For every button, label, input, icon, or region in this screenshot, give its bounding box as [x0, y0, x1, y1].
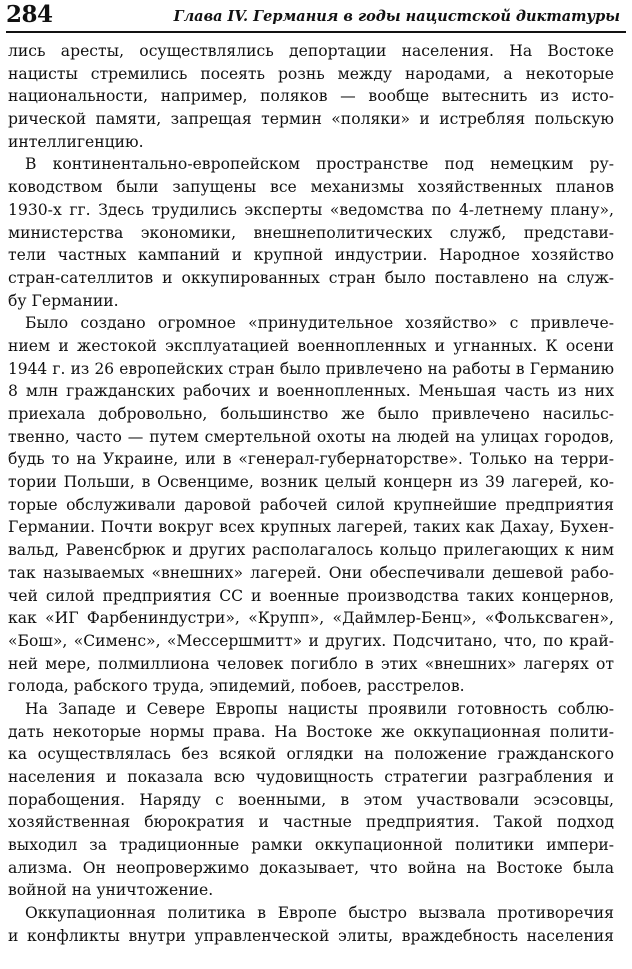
- page-number: 284: [6, 1, 53, 28]
- text-line: Германии. Почти вокруг всех крупных лагерей, таких как Дахау, Бухен-: [8, 518, 614, 537]
- text-line: дать некоторые нормы права. На Востоке же оккупационная полити-: [8, 722, 614, 741]
- text-line: рической памяти, запрещая термин «поляки» и истребляя польскую: [8, 110, 614, 129]
- text-line: ней мере, полмиллиона человек погибло в этих «внешних» лагерях от: [8, 654, 614, 673]
- text-line: Было создано огромное «принудительное хозяйство» с привлече-: [25, 314, 614, 333]
- text-line: 8 млн гражданских рабочих и военнопленных. Меньшая часть из них: [8, 382, 614, 401]
- text-line: стран-сателлитов и оккупированных стран было поставлено на служ-: [8, 268, 614, 287]
- text-line: На Западе и Севере Европы нацисты проявили готовность соблю-: [25, 699, 614, 718]
- text-line: ка осуществлялась без всякой оглядки на положение гражданского: [8, 745, 614, 764]
- text-line: бу Германии.: [8, 291, 119, 310]
- body-text: [8, 40, 614, 948]
- text-line: хозяйственная бюрократия и частные предприятия. Такой подход: [8, 813, 614, 832]
- text-line: 1944 г. из 26 европейских стран было привлечено на работы в Германию: [8, 359, 614, 378]
- header-rule: [6, 31, 626, 33]
- text-line: вальд, Равенсбрюк и других располагалось кольцо прилегающих к ним: [8, 541, 614, 560]
- paragraph: [8, 698, 614, 902]
- text-line: населения и показала всю чудовищность стратегии разграбления и: [8, 768, 614, 786]
- text-line: лись аресты, осуществлялись депортации населения. На Востоке: [8, 42, 614, 60]
- text-line: и конфликты внутри управленческой элиты, враждебность населения: [8, 926, 614, 945]
- text-line: национальности, например, поляков — вообще вытеснить из исто-: [8, 87, 614, 106]
- text-line: «Бош», «Сименс», «Мессершмитт» и других. Подсчитано, что, по край-: [8, 631, 614, 650]
- text-line: интеллигенцию.: [8, 132, 144, 151]
- text-line: В континентально-европейском пространстве под немецким ру-: [25, 155, 614, 174]
- paragraph: [8, 902, 614, 947]
- paragraph: [8, 153, 614, 312]
- text-line: выходил за традиционные рамки оккупационной политики импери-: [8, 836, 614, 855]
- page-header: [6, 2, 626, 36]
- text-line: твенно, часто — путем смертельной охоты на людей на улицах городов,: [8, 427, 614, 446]
- text-line: чей силой предприятия СС и военные производства таких концернов,: [8, 586, 614, 605]
- text-line: тории Польши, в Освенциме, возник целый концерн из 39 лагерей, ко-: [8, 473, 614, 492]
- text-line: будь то на Украине, или в «генерал-губернаторстве». Только на терри-: [8, 450, 614, 469]
- text-line: Оккупационная политика в Европе быстро вызвала противоречия: [25, 904, 614, 923]
- text-line: тели частных кампаний и крупной индустрии. Народное хозяйство: [8, 246, 614, 265]
- text-line: порабощения. Наряду с военными, в этом участвовали эсэсовцы,: [8, 790, 614, 809]
- text-line: ализма. Он неопровержимо доказывает, что война на Востоке была: [8, 858, 614, 877]
- text-line: нацисты стремились посеять рознь между народами, а некоторые: [8, 64, 614, 83]
- text-line: 1930-х гг. Здесь трудились эксперты «ведомства по 4-летнему плану»,: [8, 200, 614, 219]
- text-line: нием и жестокой эксплуатацией военнопленных и угнанных. К осени: [8, 336, 614, 355]
- text-line: войной на уничтожение.: [8, 881, 214, 900]
- text-line: министерства экономики, внешнеполитических служб, представи-: [8, 223, 614, 242]
- text-line: как «ИГ Фарбениндустри», «Крупп», «Даймлер-Бенц», «Фольксваген»,: [8, 609, 614, 628]
- paragraph: [8, 40, 614, 153]
- paragraph: [8, 312, 614, 698]
- text-line: так называемых «внешних» лагерей. Они обеспечивали дешевой рабо-: [8, 563, 614, 582]
- text-line: ководством были запущены все механизмы хозяйственных планов: [8, 178, 614, 197]
- text-line: приехала добровольно, большинство же было привлечено насильс-: [8, 405, 614, 423]
- text-line: голода, рабского труда, эпидемий, побоев, расстрелов.: [8, 677, 465, 696]
- text-line: торые обслуживали даровой рабочей силой крупнейшие предприятия: [8, 495, 614, 514]
- running-head: Глава IV. Германия в годы нацистской диктатуры: [173, 8, 620, 25]
